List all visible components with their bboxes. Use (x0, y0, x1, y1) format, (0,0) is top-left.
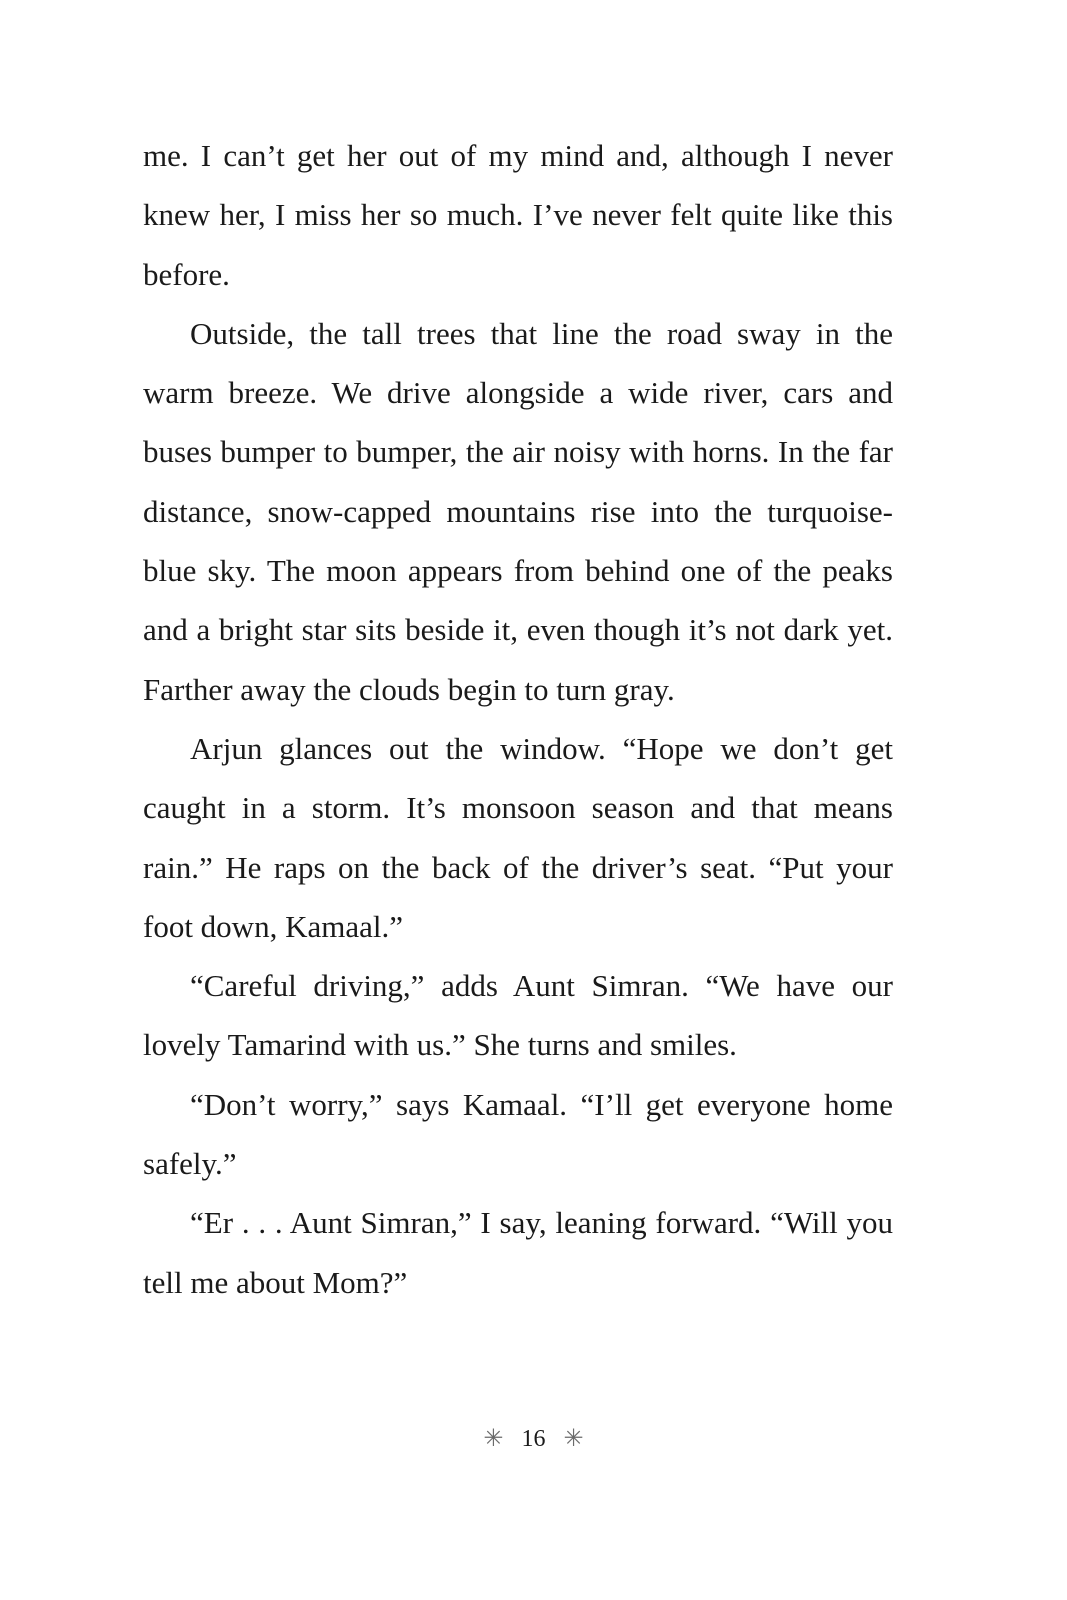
paragraph-3: Arjun glances out the window. “Hope we don’t get caught in a storm. It’s monsoon season and that means rain.” He raps on the back of the driver’s seat. “Put your foot down, Kamaal.” (143, 730, 893, 944)
paragraph-1: me. I can’t get her out of my mind and, although I never knew her, I miss her so much. I’ve never felt quite like this before. (143, 138, 893, 292)
paragraph-4: “Careful driving,” adds Aunt Simran. “We have our lovely Tamarind with us.” She turns and smiles. (143, 968, 893, 1063)
body-text (143, 126, 893, 1312)
page-footer (0, 1421, 1067, 1457)
ornament-right-icon: ✳ (563, 1426, 584, 1452)
paragraph-5: “Don’t worry,” says Kamaal. “I’ll get everyone home safely.” (143, 1086, 893, 1182)
page-number: 16 (521, 1426, 546, 1452)
paragraph-2: Outside, the tall trees that line the road sway in the warm breeze. We drive alongside a wide river, cars and buses bumper to bumper, the air noisy with horns. In the far distance, snow-capped mountains rise into the turquoise-blue sky. The moon appears from behind one of the peaks and a bright star sits beside it, even though it’s not dark yet. Farther away the clouds begin to turn gray. (143, 315, 893, 707)
paragraph-6: “Er . . . Aunt Simran,” I say, leaning forward. “Will you tell me about Mom?” (143, 1205, 893, 1300)
ornament-left-icon: ✳ (483, 1426, 504, 1452)
